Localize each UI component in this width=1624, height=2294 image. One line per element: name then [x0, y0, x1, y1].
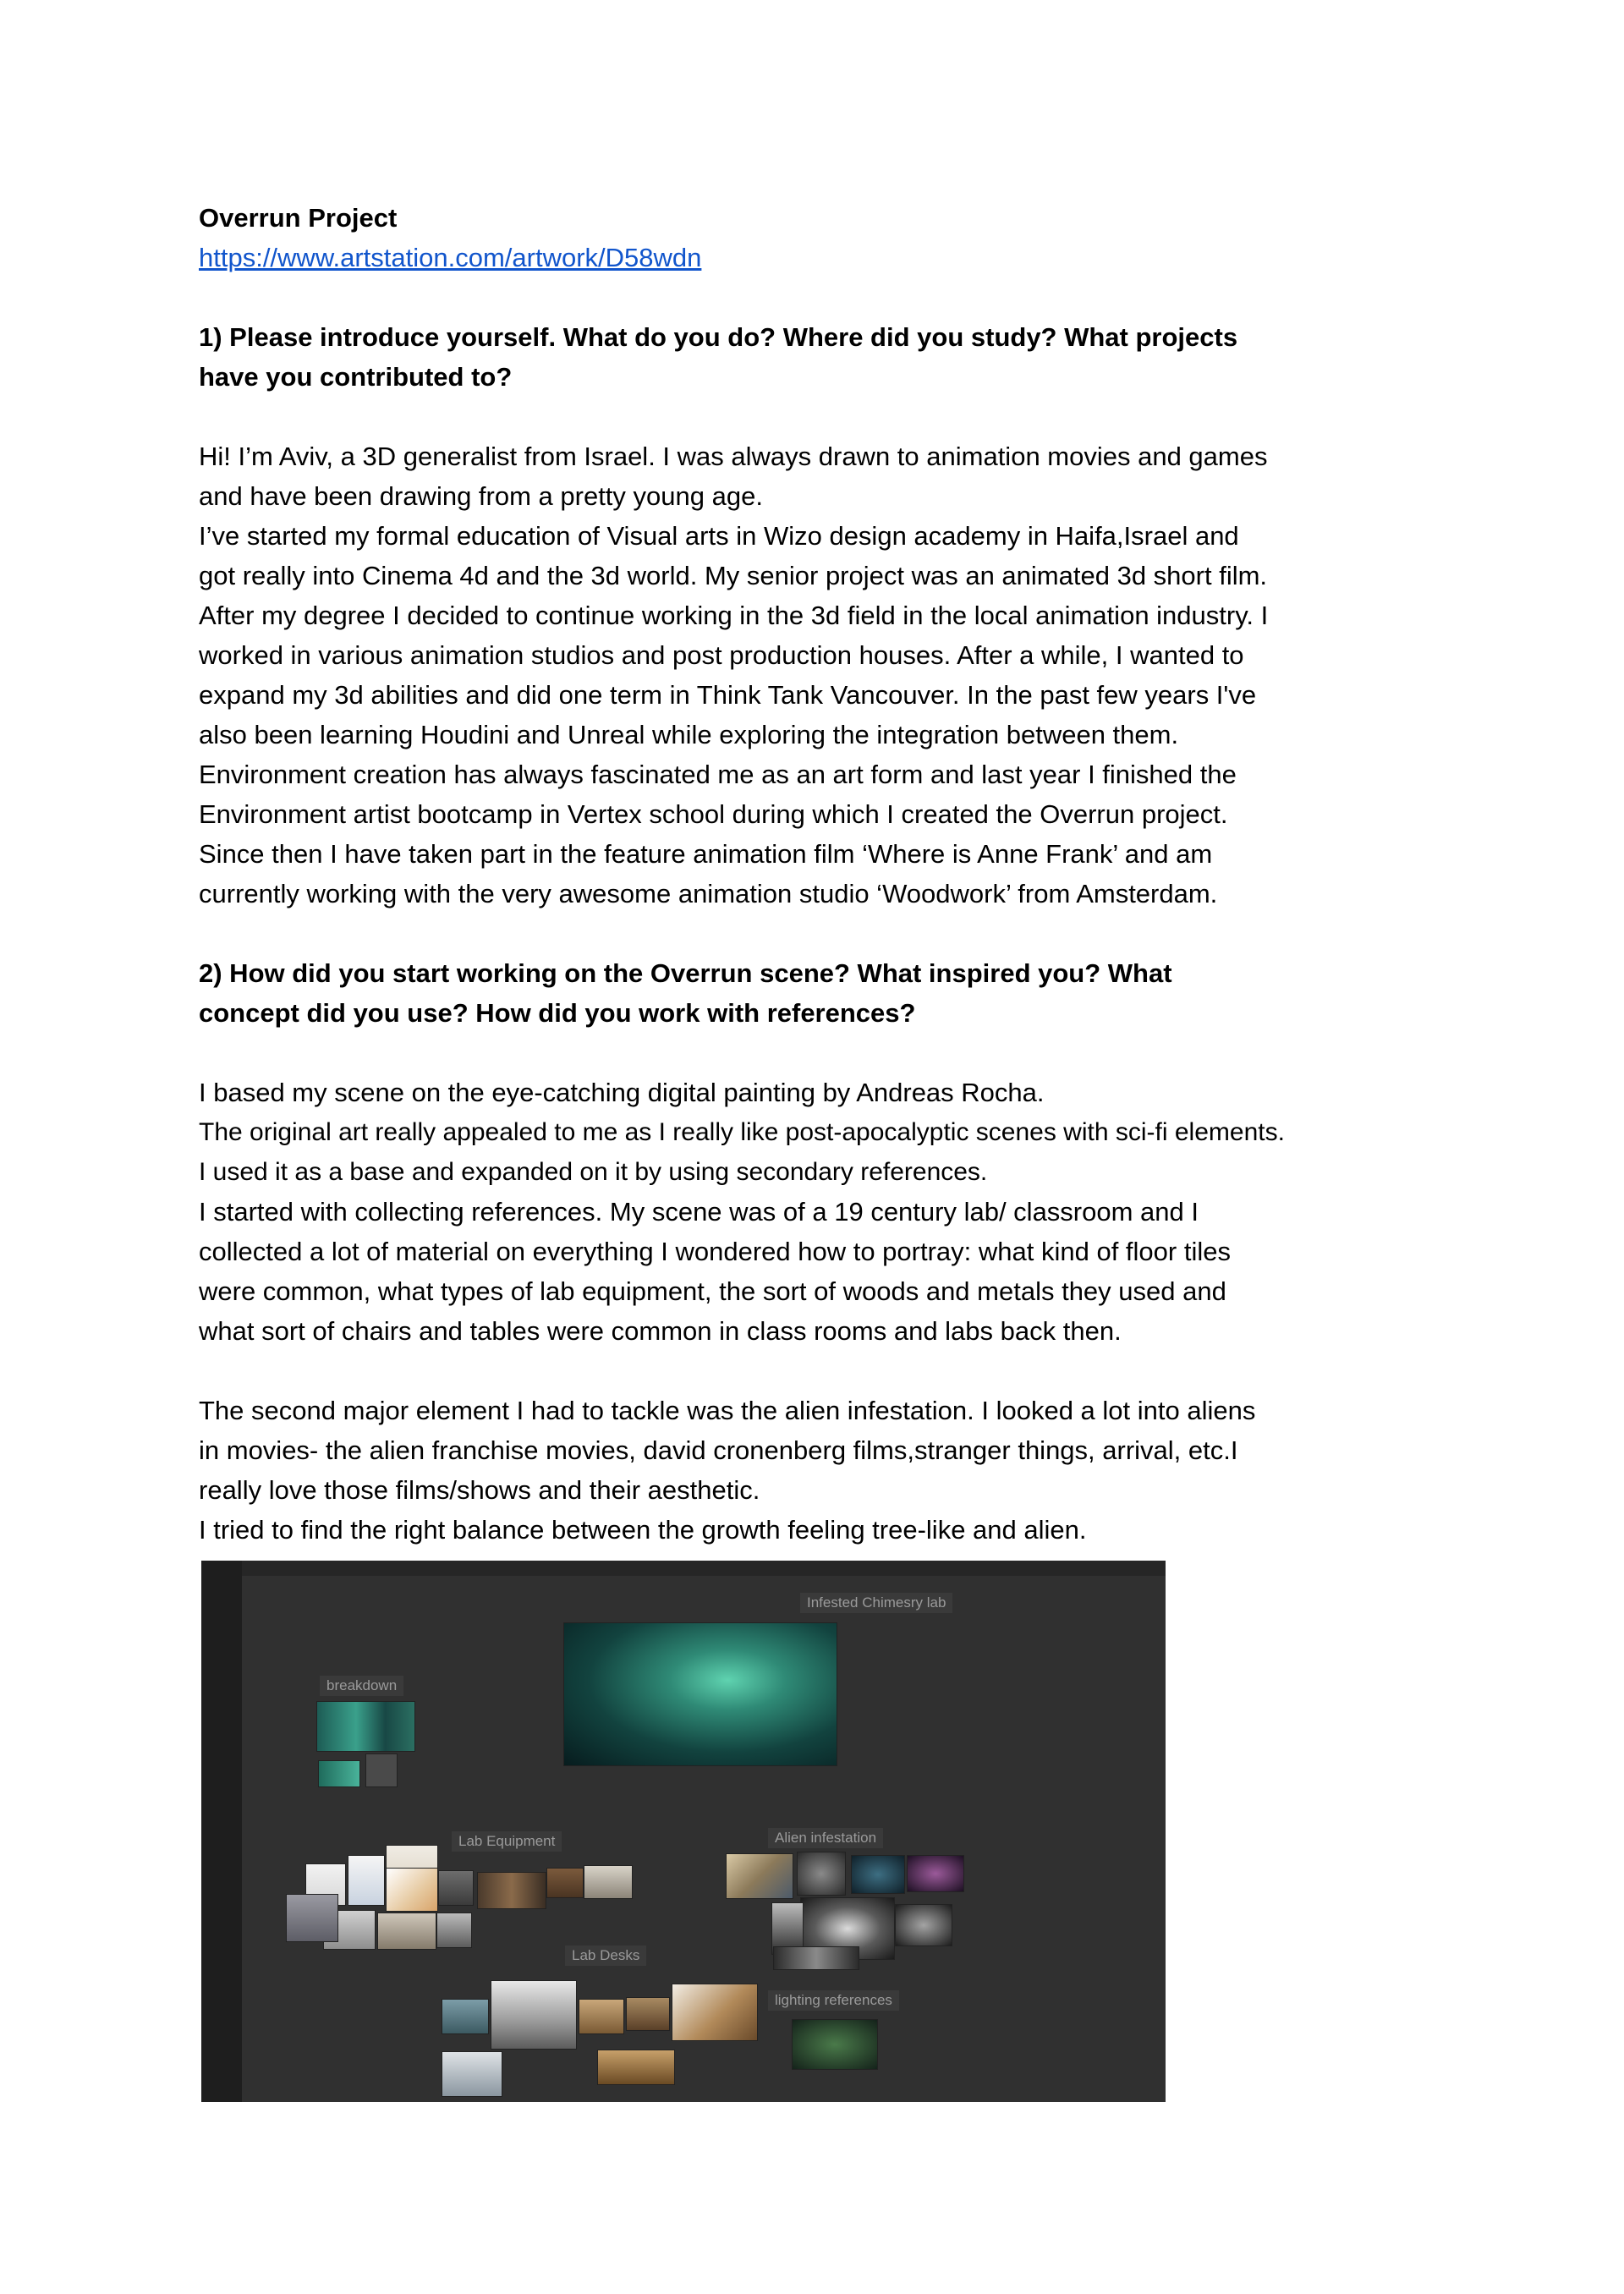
- alien-thumbnail: [895, 1904, 952, 1946]
- answer-1-line: expand my 3d abilities and did one term in Think Tank Vancouver. In the past few years I've: [199, 680, 1257, 710]
- lab-desks-thumbnail: [442, 2051, 502, 2097]
- lab-equipment-thumbnail: [584, 1865, 633, 1899]
- board-label-breakdown: breakdown: [320, 1676, 403, 1696]
- board-label-lab-equipment: Lab Equipment: [452, 1831, 562, 1852]
- reference-board-image: [201, 1561, 1166, 2102]
- lab-equipment-thumbnail: [386, 1868, 438, 1912]
- breakdown-thumbnail: [316, 1701, 415, 1752]
- alien-thumbnail: [907, 1855, 964, 1892]
- answer-1-line: After my degree I decided to continue working in the 3d field in the local animation industry. I: [199, 601, 1269, 630]
- board-label-lab-desks: Lab Desks: [565, 1946, 646, 1966]
- board-label-alien: Alien infestation: [768, 1828, 883, 1848]
- board-label-lighting: lighting references: [768, 1990, 899, 2011]
- answer-2b-line: really love those films/shows and their aesthetic.: [199, 1475, 760, 1505]
- lab-desks-thumbnail: [442, 1999, 489, 2034]
- answer-2b-line: in movies- the alien franchise movies, david cronenberg films,stranger things, arrival, etc.I: [199, 1435, 1238, 1465]
- main-concept-thumbnail: [563, 1622, 837, 1766]
- answer-1-line: Hi! I’m Aviv, a 3D generalist from Israel. I was always drawn to animation movies and games: [199, 442, 1268, 471]
- document-body: [199, 198, 1434, 1550]
- artstation-link[interactable]: https://www.artstation.com/artwork/D58wdn: [199, 243, 702, 272]
- lab-equipment-thumbnail: [377, 1913, 436, 1950]
- lab-equipment-thumbnail: [438, 1870, 474, 1906]
- lab-desks-thumbnail: [672, 1984, 758, 2041]
- answer-1-line: and have been drawing from a pretty young age.: [199, 481, 763, 511]
- board-topbar: [242, 1561, 1166, 1576]
- answer-1-line: Environment creation has always fascinated me as an art form and last year I finished the: [199, 760, 1237, 789]
- answer-2b-line: The second major element I had to tackle was the alien infestation. I looked a lot into aliens: [199, 1396, 1256, 1425]
- answer-2-line: collected a lot of material on everything I wondered how to portray: what kind of floor tiles: [199, 1237, 1231, 1266]
- question-2-line-2: concept did you use? How did you work with references?: [199, 998, 916, 1028]
- question-2-line-1: 2) How did you start working on the Overrun scene? What inspired you? What: [199, 958, 1172, 988]
- question-1-line-1: 1) Please introduce yourself. What do you do? Where did you study? What projects: [199, 322, 1238, 352]
- lighting-thumbnail: [792, 2019, 878, 2070]
- alien-thumbnail: [851, 1855, 905, 1894]
- answer-2-line: I used it as a base and expanded on it by using secondary references.: [199, 1158, 988, 1186]
- lab-equipment-thumbnail: [546, 1868, 584, 1898]
- lab-equipment-thumbnail: [286, 1894, 338, 1942]
- answer-2-line: I started with collecting references. My scene was of a 19 century lab/ classroom and I: [199, 1197, 1199, 1227]
- answer-1-line: Environment artist bootcamp in Vertex school during which I created the Overrun project.: [199, 799, 1228, 829]
- lab-equipment-thumbnail: [477, 1872, 546, 1909]
- document-title: Overrun Project: [199, 203, 398, 233]
- alien-thumbnail: [726, 1853, 793, 1899]
- answer-2b-line: I tried to find the right balance between the growth feeling tree-like and alien.: [199, 1515, 1087, 1545]
- alien-thumbnail: [773, 1946, 859, 1970]
- answer-2-line: were common, what types of lab equipment, the sort of woods and metals they used and: [199, 1276, 1226, 1306]
- answer-1-line: got really into Cinema 4d and the 3d world. My senior project was an animated 3d short film.: [199, 561, 1268, 590]
- lab-desks-thumbnail: [597, 2050, 675, 2085]
- lab-desks-thumbnail: [626, 1997, 670, 2031]
- answer-1-line: also been learning Houdini and Unreal while exploring the integration between them.: [199, 720, 1179, 749]
- board-label-main: Infested Chimesry lab: [800, 1593, 952, 1613]
- question-1-line-2: have you contributed to?: [199, 362, 513, 392]
- answer-1-line: currently working with the very awesome animation studio ‘Woodwork’ from Amsterdam.: [199, 879, 1218, 908]
- breakdown-thumbnail-small: [318, 1760, 360, 1787]
- answer-1-line: I’ve started my formal education of Visual arts in Wizo design academy in Haifa,Israel and: [199, 521, 1239, 551]
- board-sidebar: [201, 1561, 242, 2102]
- lab-equipment-thumbnail: [436, 1913, 472, 1948]
- lab-desks-thumbnail: [579, 1999, 624, 2034]
- answer-2-line: what sort of chairs and tables were common in class rooms and labs back then.: [199, 1316, 1122, 1346]
- answer-1-line: Since then I have taken part in the feature animation film ‘Where is Anne Frank’ and am: [199, 839, 1213, 869]
- answer-2-line: I based my scene on the eye-catching digital painting by Andreas Rocha.: [199, 1078, 1045, 1107]
- board-canvas: [242, 1576, 1166, 2102]
- lab-desks-thumbnail: [491, 1980, 577, 2050]
- alien-thumbnail: [797, 1852, 846, 1896]
- breakdown-thumbnail-small: [365, 1753, 398, 1787]
- answer-1-line: worked in various animation studios and post production houses. After a while, I wanted to: [199, 640, 1244, 670]
- lab-equipment-thumbnail: [348, 1855, 385, 1906]
- answer-2-line: The original art really appealed to me as I really like post-apocalyptic scenes with sci-fi elements.: [199, 1118, 1285, 1146]
